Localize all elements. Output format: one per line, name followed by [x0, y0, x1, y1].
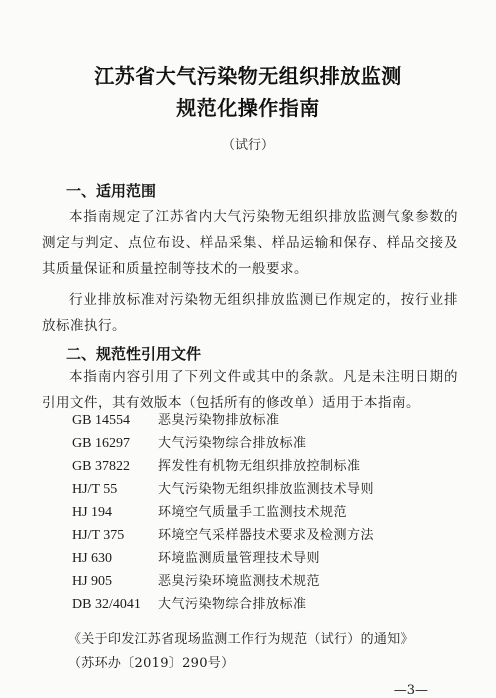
- reference-item: [0, 571, 496, 593]
- reference-code: HJ/T 55: [72, 482, 118, 497]
- document-title-line2: 规范化操作指南: [176, 96, 320, 120]
- reference-name: 大气污染物综合排放标准: [158, 436, 307, 451]
- reference-name: 恶臭污染环境监测技术规范: [158, 574, 321, 589]
- reference-name: 环境空气采样器技术要求及检测方法: [158, 528, 375, 543]
- reference-item: [0, 594, 496, 616]
- reference-item: [0, 525, 496, 547]
- reference-name: 大气污染物综合排放标准: [158, 597, 307, 612]
- section1-paragraph2: 行业排放标准对污染物无组织排放监测已作规定的，按行业排放标准执行。: [42, 292, 458, 334]
- notice-reference-line1: 《关于印发江苏省现场监测工作行为规范（试行）的通知》: [68, 632, 414, 647]
- reference-code: HJ 905: [72, 574, 113, 589]
- section1-heading: 一、适用范围: [66, 182, 157, 200]
- document-subtitle: （试行）: [221, 138, 274, 153]
- reference-code: GB 37822: [72, 459, 130, 474]
- reference-item: [0, 410, 496, 432]
- reference-code: GB 16297: [72, 436, 130, 451]
- reference-code: HJ 630: [72, 551, 113, 566]
- reference-name: 恶臭污染物排放标准: [158, 413, 280, 428]
- reference-item: [0, 479, 496, 501]
- reference-code: GB 14554: [72, 413, 130, 428]
- section2-paragraph: 本指南内容引用了下列文件或其中的条款。凡是未注明日期的引用文件，其有效版本（包括所有的修改单）适用于本指南。: [42, 369, 458, 411]
- document-title-line1: 江苏省大气污染物无组织排放监测: [94, 64, 402, 88]
- reference-item: [0, 433, 496, 455]
- reference-code: HJ/T 375: [72, 528, 125, 543]
- reference-item: [0, 456, 496, 478]
- reference-name: 挥发性有机物无组织排放控制标准: [158, 459, 361, 474]
- reference-code: HJ 194: [72, 505, 113, 520]
- reference-item: [0, 502, 496, 524]
- reference-name: 环境空气质量手工监测技术规范: [158, 505, 348, 520]
- page-number: —3—: [393, 683, 428, 698]
- reference-code: DB 32/4041: [72, 597, 141, 612]
- reference-item: [0, 548, 496, 570]
- section1-paragraph1: 本指南规定了江苏省内大气污染物无组织排放监测气象参数的测定与判定、点位布设、样品采集、样品运输和保存、样品交接及其质量保证和质量控制等技术的一般要求。: [42, 209, 458, 277]
- section2-heading: 二、规范性引用文件: [66, 345, 202, 363]
- reference-name: 环境监测质量管理技术导则: [158, 551, 321, 566]
- notice-reference-line2: （苏环办〔2019〕290号）: [68, 656, 235, 671]
- reference-name: 大气污染物无组织排放监测技术导则: [158, 482, 375, 497]
